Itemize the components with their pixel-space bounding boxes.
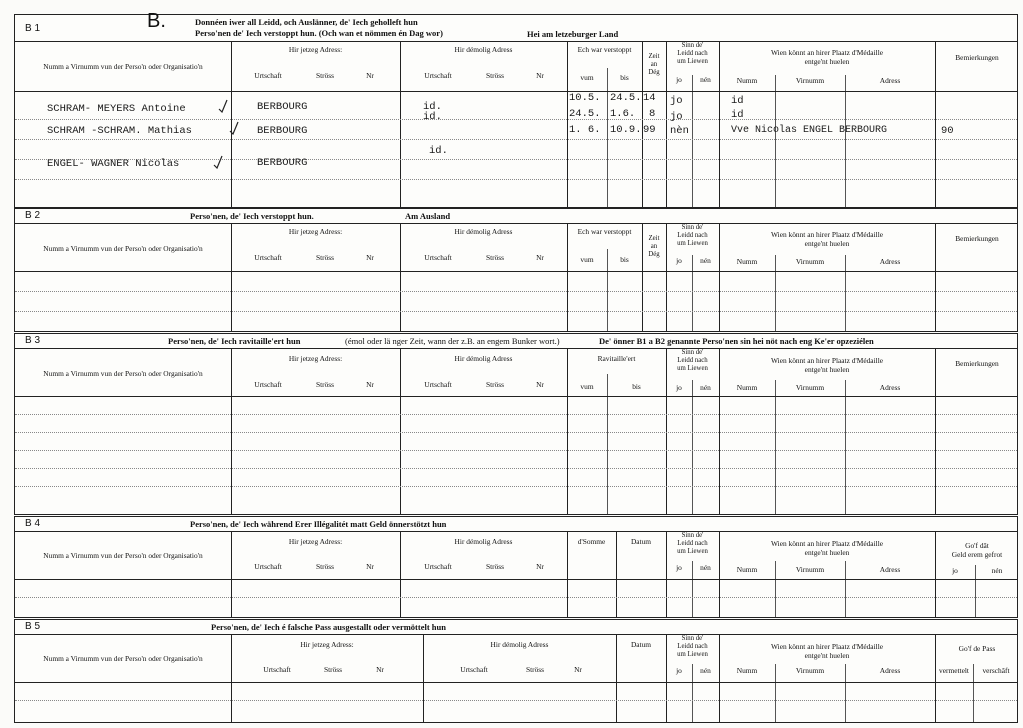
to-header: bis [620,255,629,264]
row3-remarks: 90 [941,125,954,137]
name-header: Numm [736,383,758,392]
row1-from: 10.5. [569,92,601,104]
section-b1-title-bar [15,10,1017,42]
name-col-header: Numm a Virnumm vun der Perso'n oder Organisatio'n [43,62,203,71]
section-b3-title-bar [15,334,1017,349]
nr-header: Nr [366,253,374,262]
medal-header-2: entge'nt huelen [804,239,850,248]
place-header: Urtschaft [254,562,282,571]
row4-current-place: BERBOURG [257,157,308,169]
firstname-header: Virnumm [795,257,825,266]
firstname-header: Virnumm [795,383,825,392]
gave-pass-header: Go'f de Pass [958,644,996,653]
section-subtitle: Perso'nen de' Iech verstoppt hun. (Och wan et nömmen én Dag wor) [195,28,443,38]
address-header: Adress [879,257,901,266]
checkmark-icon [229,121,239,135]
section-code: B 5 [25,621,41,632]
row1-name: SCHRAM- MEYERS Antoine [47,103,186,115]
yes-header: jo [676,256,682,265]
section-b1 [14,10,1018,208]
nr-header: Nr [574,665,582,674]
mediated-header: vermettelt [939,666,969,675]
risk-header-2: Leidd nach [677,50,708,57]
no-header: nén [700,383,711,392]
hidden-header: Ech war verstoppt [577,227,632,236]
section-code: B 3 [25,335,41,346]
nr-header: Nr [536,253,544,262]
street-header: Ströss [315,562,335,571]
time-header-3: Dég [648,251,660,258]
risk-header-3: um Liewen [677,58,708,65]
former-address-header: Hir démolig Adress [454,537,513,546]
nr-header: Nr [536,380,544,389]
risk-header-1: Sinn de' [681,224,704,231]
row2-days: 8 [649,108,656,120]
former-address-header: Hir démolig Adress [454,45,513,54]
time-header-1: Zeit [648,53,660,60]
risk-header-3: um Liewen [677,365,708,372]
risk-header-1: Sinn de' [681,42,704,49]
gave-money-header-1: Go'f dât [965,541,989,550]
risk-header-2: Leidd nach [677,643,708,650]
street-header: Ströss [485,253,505,262]
row2-risk: jo [670,111,683,123]
row2-name: SCHRAM -SCHRAM. Mathias [47,125,192,137]
nr-header: Nr [536,562,544,571]
street-header: Ströss [315,253,335,262]
row3-days: 99 [643,124,656,136]
medal-header-2: entge'nt huelen [804,651,850,660]
section-letter: B. [147,10,166,32]
no-header: nén [700,256,711,265]
supplied-header: Ravitaille'ert [597,354,636,363]
name-header: Numm [736,565,758,574]
gave-money-header-2: Geld erem gefrot [951,550,1003,559]
section-b5-title-bar [15,620,1017,635]
current-address-header: Hir jetzeg Adress: [288,354,343,363]
name-header: Numm [736,76,758,85]
yes-header: jo [676,75,682,84]
yes-header: jo [952,566,958,575]
section-subtitle: Am Ausland [405,211,451,221]
row1-to: 24.5. [610,92,642,104]
place-header: Urtschaft [424,253,452,262]
row3-from: 1. 6. [569,124,601,136]
risk-header-2: Leidd nach [677,357,708,364]
row1-current-place: BERBOURG [257,101,308,113]
row2-medal: id [731,109,744,121]
no-header: nén [991,566,1003,575]
name-header: Numm [736,666,758,675]
address-header: Adress [879,666,901,675]
place-header: Urtschaft [263,665,291,674]
row1-risk: jo [670,95,683,107]
risk-header-2: Leidd nach [677,540,708,547]
risk-header-1: Sinn de' [681,349,704,356]
risk-header-1: Sinn de' [681,635,704,642]
name-col-header: Numm a Virnumm vun der Perso'n oder Organisatio'n [43,551,203,560]
risk-header-3: um Liewen [677,651,708,658]
name-header: Numm [736,257,758,266]
address-header: Adress [879,76,901,85]
to-header: bis [632,382,641,391]
medal-header-2: entge'nt huelen [804,548,850,557]
medal-header-1: Wien könnt an hirer Plaatz d'Médaille [770,539,884,548]
checkmark-icon [213,155,223,169]
section-code: B 4 [25,518,41,529]
to-header: bis [620,73,629,82]
street-header: Ströss [485,562,505,571]
address-header: Adress [879,383,901,392]
section-b4-title-bar [15,517,1017,532]
date-header: Datum [630,640,652,649]
yes-header: jo [676,383,682,392]
current-address-header: Hir jetzeg Adress: [288,227,343,236]
no-header: nén [700,75,711,84]
section-b4 [14,516,1018,618]
medal-header-2: entge'nt huelen [804,365,850,374]
firstname-header: Virnumm [795,666,825,675]
row2-former: id. [423,111,442,123]
row3-medal: Vve Nicolas ENGEL BERBOURG [731,125,888,136]
remarks-header: Bemierkungen [955,53,999,62]
amount-header: d'Somme [577,537,606,546]
yes-header: jo [676,563,682,572]
date-header: Datum [630,537,652,546]
section-note: De' önner B1 a B2 genannte Perso'nen sin hei nöt nach eng Ke'er opzeziélen [599,336,874,346]
risk-header-1: Sinn de' [681,532,704,539]
place-header: Urtschaft [424,71,452,80]
section-b2-title-bar [15,209,1017,224]
street-header: Ströss [315,380,335,389]
remarks-header: Bemierkungen [955,359,999,368]
row1-former: id. [423,101,442,113]
section-b5 [14,619,1018,723]
row2-from: 24.5. [569,108,601,120]
section-b2 [14,208,1018,332]
hidden-header: Ech war verstoppt [577,45,632,54]
row1-days: 14 [643,92,656,104]
place-header: Urtschaft [254,71,282,80]
row4-name: ENGEL- WAGNER Nicolas [47,158,180,170]
nr-header: Nr [366,71,374,80]
former-address-header: Hir démolig Adress [454,227,513,236]
street-header: Ströss [485,380,505,389]
from-header: vum [580,382,594,391]
name-col-header: Numm a Virnumm vun der Perso'n oder Organisatio'n [43,244,203,253]
section-code: B 2 [25,210,41,221]
medal-header-2: entge'nt huelen [804,57,850,66]
nr-header: Nr [536,71,544,80]
remarks-header: Bemierkungen [955,234,999,243]
firstname-header: Virnumm [795,76,825,85]
section-subtitle: (émol oder lä nger Zeit, wann der z.B. an engem Bunker wort.) [345,336,560,346]
row2-current-place: BERBOURG [257,125,308,137]
nr-header: Nr [366,380,374,389]
section-b3 [14,333,1018,515]
row1-medal: id [731,95,744,107]
risk-header-3: um Liewen [677,548,708,555]
former-address-header: Hir démolig Adress [490,640,549,649]
name-col-header: Numm a Virnumm vun der Perso'n oder Organisatio'n [43,654,203,663]
no-header: nén [700,563,711,572]
time-header-2: an [650,243,658,250]
checkmark-icon [218,99,228,113]
current-address-header: Hir jetzeg Adress: [288,537,343,546]
place-header: Urtschaft [460,665,488,674]
current-address-header: Hir jetzeg Adress: [300,640,354,649]
time-header-1: Zeit [648,235,660,242]
risk-header-3: um Liewen [677,240,708,247]
place-header: Urtschaft [254,253,282,262]
row4-former: id. [429,145,448,157]
nr-header: Nr [366,562,374,571]
name-col-header: Numm a Virnumm vun der Perso'n oder Organisatio'n [43,369,203,378]
section-title: Perso'nen, de' Iech é falsche Pass ausgestallt oder vermöttelt hun [211,622,446,632]
yes-header: jo [676,666,682,675]
medal-header-1: Wien könnt an hirer Plaatz d'Médaille [770,48,884,57]
current-address-header: Hir jetzeg Adress: [288,45,343,54]
address-header: Adress [879,565,901,574]
time-header-2: an [650,61,658,68]
street-header: Ströss [315,71,335,80]
section-title: Perso'nen, de' Iech ravitaille'ert hun [168,336,301,346]
place-header: Urtschaft [424,562,452,571]
place-header: Urtschaft [254,380,282,389]
nr-header: Nr [376,665,384,674]
street-header: Ströss [485,71,505,80]
section-title: Perso'nen, de' Iech während Erer Illégalitét matt Geld önnerstötzt hun [190,519,447,529]
risk-header-2: Leidd nach [677,232,708,239]
procured-header: verschâft [982,666,1010,675]
place-header: Urtschaft [424,380,452,389]
from-header: vum [580,73,594,82]
street-header: Ströss [525,665,545,674]
row2-to: 1.6. [610,108,636,120]
firstname-header: Virnumm [795,565,825,574]
section-title: Perso'nen, de' Iech verstoppt hun. [190,211,314,221]
row3-risk: nèn [670,125,689,137]
section-title: Donnéen iwer all Leidd, och Auslänner, de' Iech geholleft hun [195,17,418,27]
section-code: B 1 [25,23,41,34]
section-subtitle-2: Hei am letzeburger Land [527,29,619,39]
no-header: nén [700,666,711,675]
medal-header-1: Wien könnt an hirer Plaatz d'Médaille [770,230,884,239]
time-header-3: Dég [648,69,660,76]
row3-to: 10.9. [610,124,642,136]
former-address-header: Hir démolig Adress [454,354,513,363]
street-header: Ströss [323,665,343,674]
medal-header-1: Wien könnt an hirer Plaatz d'Médaille [770,642,884,651]
medal-header-1: Wien könnt an hirer Plaatz d'Médaille [770,356,884,365]
from-header: vum [580,255,594,264]
